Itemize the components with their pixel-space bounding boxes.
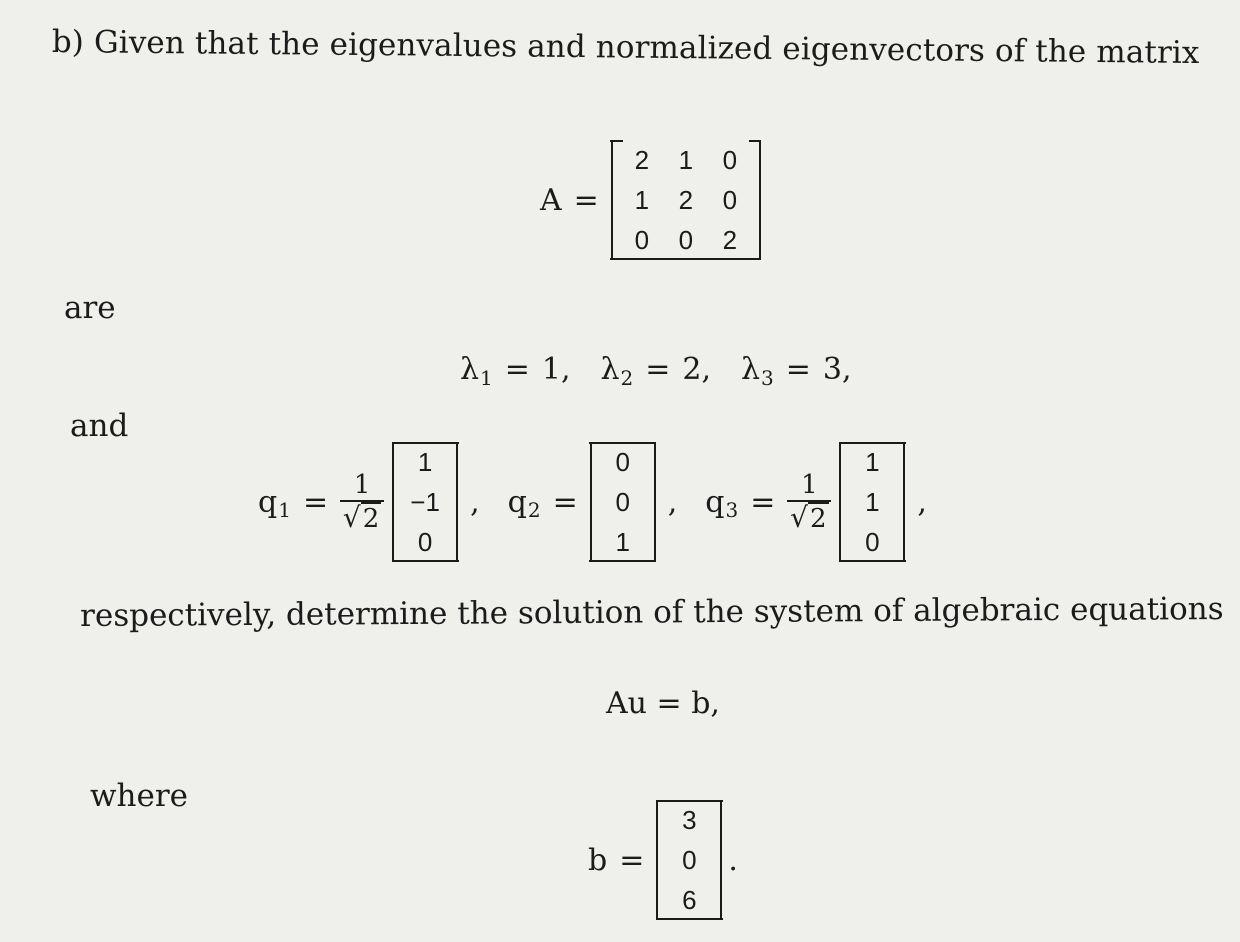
vector-entry: 1 xyxy=(865,487,880,517)
equation-au-b: Au = b, xyxy=(606,686,720,721)
equals-sign: = xyxy=(573,182,599,218)
matrix-a-cell: 1 xyxy=(678,145,694,175)
matrix-a-equation xyxy=(540,140,761,260)
vector-entry: 0 xyxy=(615,487,630,517)
matrix-a-grid xyxy=(631,142,741,258)
q1-grid xyxy=(408,444,442,560)
equals-sign: = xyxy=(750,484,776,520)
coefficient-fraction xyxy=(787,470,831,535)
matrix-a-bracket xyxy=(611,140,761,260)
lambda-subscript: 1 xyxy=(480,365,493,390)
matrix-a-cell: 2 xyxy=(634,145,650,175)
q2-grid xyxy=(606,444,640,560)
sqrt-argument: 2 xyxy=(810,503,827,534)
vector-entry: 6 xyxy=(682,885,697,915)
matrix-a-cell: 1 xyxy=(634,185,650,215)
lambda-symbol: λ xyxy=(460,352,480,387)
eigenvalues-line xyxy=(460,352,852,390)
sqrt-argument: 2 xyxy=(362,503,380,534)
equals-sign: = xyxy=(504,352,530,387)
equals-sign: = xyxy=(619,842,645,878)
matrix-a-cell: 0 xyxy=(678,225,694,255)
vector-entry: 3 xyxy=(682,805,697,835)
vector-entry: 1 xyxy=(615,527,630,557)
fraction-numerator: 1 xyxy=(353,469,371,500)
separator-comma: , xyxy=(470,484,480,520)
q-subscript: 3 xyxy=(725,498,739,522)
q-symbol: q xyxy=(705,484,725,520)
q-subscript: 2 xyxy=(527,498,541,522)
matrix-a-cell: 2 xyxy=(678,185,694,215)
matrix-a-cell: 0 xyxy=(722,145,738,175)
vector-entry: −1 xyxy=(410,487,440,517)
q-subscript: 1 xyxy=(278,498,291,522)
sqrt-icon: √ xyxy=(790,500,809,534)
separator-comma: , xyxy=(667,484,678,520)
vector-entry: 0 xyxy=(682,845,697,875)
lambda-symbol: λ xyxy=(741,352,761,387)
vector-b-label: b xyxy=(588,842,608,878)
vector-entry: 1 xyxy=(417,447,433,477)
vector-b-bracket xyxy=(656,800,722,920)
eigenvalue-value: 1, xyxy=(541,352,571,387)
eigenvalue-value: 3, xyxy=(822,352,852,387)
vector-entry: 0 xyxy=(615,447,630,477)
vector-b-grid xyxy=(672,802,706,918)
intro-text: b) Given that the eigenvalues and normalized eigenvectors of the matrix xyxy=(51,24,1200,72)
matrix-a-label: A xyxy=(540,182,562,218)
q-symbol: q xyxy=(507,484,527,520)
q-symbol: q xyxy=(258,484,278,520)
vector-entry: 1 xyxy=(865,447,880,477)
q3-grid xyxy=(855,444,889,560)
matrix-a-cell: 0 xyxy=(722,185,738,215)
q1-bracket xyxy=(392,442,458,562)
equals-sign: = xyxy=(645,352,671,387)
separator-comma: , xyxy=(917,484,927,520)
equals-sign: = xyxy=(552,484,578,520)
coefficient-fraction xyxy=(340,470,384,535)
eigenvalue-value: 2, xyxy=(682,352,712,387)
trailing-period: . xyxy=(728,842,738,878)
q2-bracket xyxy=(590,442,656,562)
vector-entry: 0 xyxy=(417,527,433,557)
word-are: are xyxy=(64,290,116,326)
lambda-symbol: λ xyxy=(600,352,620,387)
vector-b-equation xyxy=(588,800,738,920)
equals-sign: = xyxy=(785,352,811,387)
word-where: where xyxy=(90,778,189,814)
fraction-numerator: 1 xyxy=(801,469,818,500)
eigenvectors-line xyxy=(258,442,927,562)
lambda-subscript: 2 xyxy=(620,365,634,390)
matrix-a-cell: 2 xyxy=(722,225,738,255)
respectively-text: respectively, determine the solution of the system of algebraic equations xyxy=(80,591,1224,634)
sqrt-icon: √ xyxy=(342,500,361,534)
equals-sign: = xyxy=(302,484,329,520)
vector-entry: 0 xyxy=(865,527,880,557)
q3-bracket xyxy=(839,442,905,562)
lambda-subscript: 3 xyxy=(761,365,774,390)
matrix-a-cell: 0 xyxy=(634,225,650,255)
word-and: and xyxy=(70,408,129,444)
